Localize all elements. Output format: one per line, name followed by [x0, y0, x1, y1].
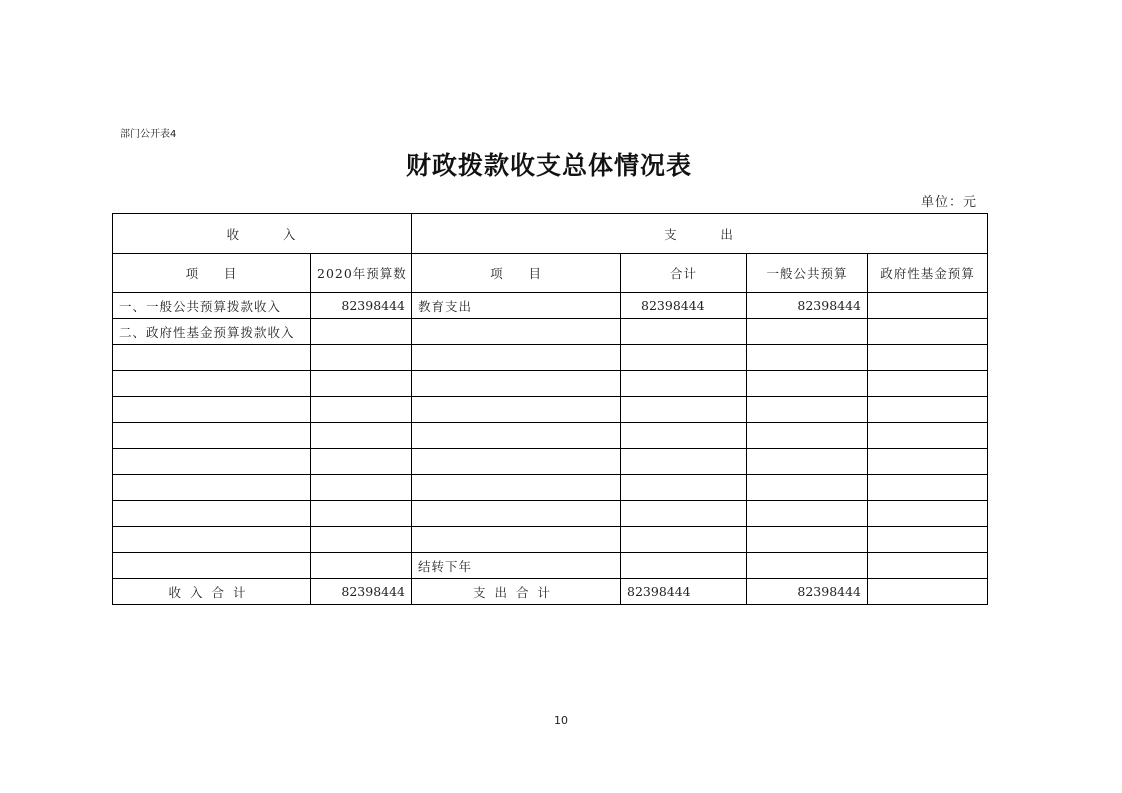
group-header-row — [113, 214, 988, 254]
table-row — [113, 293, 988, 319]
total-income-label: 收入合计 — [113, 579, 311, 605]
page-number: 10 — [554, 714, 568, 727]
cell-income-item — [113, 371, 311, 397]
cell-expense-total — [621, 371, 747, 397]
table-row — [113, 553, 988, 579]
total-income-budget: 82398444 — [311, 579, 412, 605]
cell-income-item — [113, 397, 311, 423]
expense-group-label: 支 出 — [664, 226, 735, 242]
cell-expense-general — [747, 371, 868, 397]
cell-expense-general — [747, 423, 868, 449]
cell-income-item: 二、政府性基金预算拨款收入 — [113, 319, 311, 345]
cell-expense-fund — [868, 345, 988, 371]
cell-expense-total — [621, 449, 747, 475]
expense-group-header — [412, 214, 988, 254]
cell-income-budget — [311, 345, 412, 371]
cell-income-budget — [311, 423, 412, 449]
cell-income-item — [113, 475, 311, 501]
document-title: 财政拨款收支总体情况表 — [405, 151, 692, 180]
cell-expense-total — [621, 397, 747, 423]
cell-expense-total — [621, 423, 747, 449]
cell-expense-fund — [868, 397, 988, 423]
table-row — [113, 501, 988, 527]
cell-expense-general — [747, 449, 868, 475]
header-expense-item — [412, 254, 621, 293]
cell-income-item — [113, 527, 311, 553]
cell-expense-fund — [868, 501, 988, 527]
cell-income-budget — [311, 371, 412, 397]
header-expense-total: 合计 — [621, 254, 747, 293]
cell-income-budget — [311, 501, 412, 527]
document-label: 部门公开表4 — [120, 129, 177, 140]
cell-expense-item: 教育支出 — [412, 293, 621, 319]
total-expense-fund — [868, 579, 988, 605]
table-row — [113, 319, 988, 345]
cell-income-item — [113, 501, 311, 527]
total-expense-label: 支出合计 — [412, 579, 621, 605]
cell-expense-general — [747, 475, 868, 501]
cell-expense-total — [621, 501, 747, 527]
table-row — [113, 449, 988, 475]
cell-expense-fund — [868, 319, 988, 345]
table-row — [113, 423, 988, 449]
cell-income-item: 一、一般公共预算拨款收入 — [113, 293, 311, 319]
cell-expense-fund — [868, 475, 988, 501]
cell-expense-item — [412, 397, 621, 423]
cell-expense-item — [412, 449, 621, 475]
cell-expense-fund — [868, 293, 988, 319]
cell-income-item — [113, 553, 311, 579]
cell-expense-total — [621, 527, 747, 553]
cell-income-budget — [311, 319, 412, 345]
cell-expense-total — [621, 319, 747, 345]
cell-expense-general — [747, 319, 868, 345]
table-row — [113, 397, 988, 423]
cell-expense-item — [412, 345, 621, 371]
cell-expense-item: 结转下年 — [412, 553, 621, 579]
cell-expense-total — [621, 345, 747, 371]
table-row — [113, 475, 988, 501]
cell-expense-general — [747, 553, 868, 579]
header-income-item-label: 项 目 — [185, 266, 238, 281]
unit-label: 单位：元 — [920, 195, 977, 210]
cell-expense-total — [621, 553, 747, 579]
cell-expense-total — [621, 475, 747, 501]
cell-expense-general — [747, 345, 868, 371]
cell-expense-fund — [868, 371, 988, 397]
cell-expense-fund — [868, 527, 988, 553]
cell-expense-fund — [868, 553, 988, 579]
cell-expense-item — [412, 423, 621, 449]
cell-expense-item — [412, 371, 621, 397]
column-header-row — [113, 254, 988, 293]
cell-expense-total: 82398444 — [621, 293, 747, 319]
cell-income-budget — [311, 527, 412, 553]
cell-income-budget: 82398444 — [311, 293, 412, 319]
cell-expense-fund — [868, 449, 988, 475]
cell-income-budget — [311, 397, 412, 423]
header-expense-fund: 政府性基金预算 — [868, 254, 988, 293]
cell-expense-fund — [868, 423, 988, 449]
total-expense-general: 82398444 — [747, 579, 868, 605]
table-row — [113, 371, 988, 397]
table-row — [113, 527, 988, 553]
header-income-item — [113, 254, 311, 293]
cell-expense-item — [412, 319, 621, 345]
finance-table — [112, 213, 988, 605]
cell-expense-general — [747, 397, 868, 423]
header-expense-general: 一般公共预算 — [747, 254, 868, 293]
cell-expense-general: 82398444 — [747, 293, 868, 319]
cell-expense-item — [412, 475, 621, 501]
cell-income-budget — [311, 449, 412, 475]
cell-expense-item — [412, 501, 621, 527]
cell-income-item — [113, 449, 311, 475]
total-expense-total: 82398444 — [621, 579, 747, 605]
header-income-budget: 2020年预算数 — [311, 254, 412, 293]
cell-expense-general — [747, 527, 868, 553]
totals-row — [113, 579, 988, 605]
cell-income-item — [113, 423, 311, 449]
income-group-header — [113, 214, 412, 254]
table-row — [113, 345, 988, 371]
cell-expense-general — [747, 501, 868, 527]
cell-income-budget — [311, 475, 412, 501]
income-group-label: 收 入 — [226, 226, 298, 242]
cell-income-item — [113, 345, 311, 371]
cell-expense-item — [412, 527, 621, 553]
cell-income-budget — [311, 553, 412, 579]
header-expense-item-label: 项 目 — [490, 266, 542, 281]
